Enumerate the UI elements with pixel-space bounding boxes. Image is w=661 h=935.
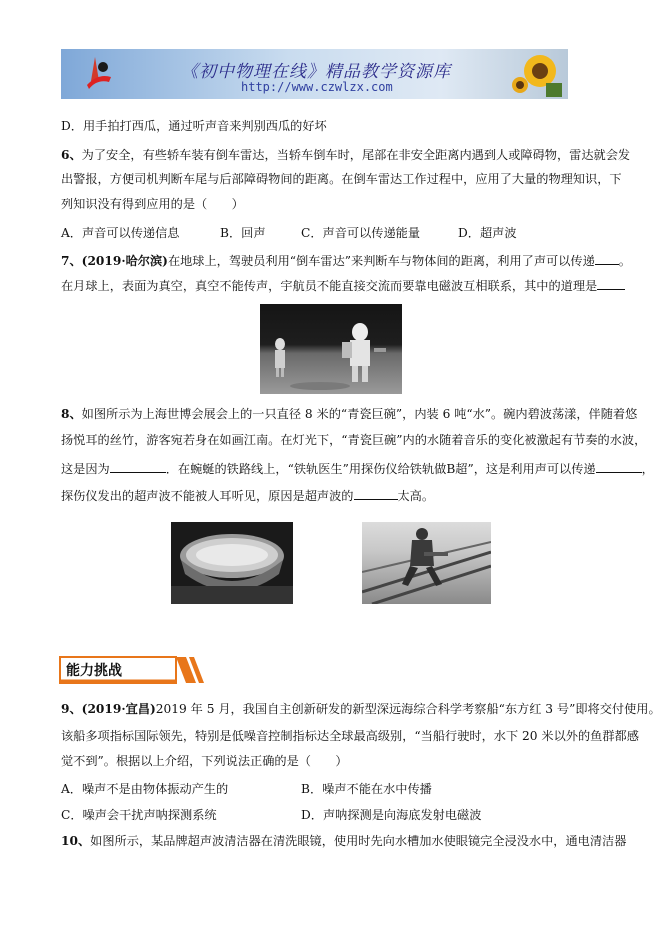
bowl-illustration (171, 522, 293, 604)
q10-text-1: 如图所示，某品牌超声波清洁器在清洗眼镜，使用时先向水槽加水使眼镜完全浸没水中，通电清洁器 (90, 834, 627, 848)
q9-number: 9、 (61, 702, 82, 716)
q9-option-a: A．噪声不是由物体振动产生的 (61, 782, 229, 796)
q8-text-4a: 探伤仪发出的超声波不能被人耳听见，原因是超声波的 (61, 489, 354, 503)
q9-line1 (61, 701, 661, 717)
q9-source: (2019·宜昌) (81, 702, 156, 716)
q8-blank-1[interactable] (110, 460, 166, 473)
q7-text-1-end: 。 (618, 254, 631, 268)
q7-text-1: 在地球上，驾驶员利用“倒车雷达”来判断车与物体间的距离，利用了声可以传递 (167, 254, 595, 268)
q7-text-2: 在月球上，表面为真空，真空不能传声，宇航员不能直接交流而要靠电磁波互相联系，其中的道理是 (61, 279, 598, 293)
moon-astronaut-photo (260, 304, 402, 394)
astronaut-figures (260, 304, 402, 394)
q8-text-4b: 太高。 (397, 489, 435, 503)
q9-option-b: B．噪声不能在水中传播 (301, 782, 432, 796)
q7-number: 7、 (61, 254, 82, 268)
q7-source: (2019·哈尔滨) (81, 254, 168, 268)
q10-number: 10、 (61, 834, 91, 848)
q9-line2: 该船多项指标国际领先，特别是低噪音控制指标达全球最高级别，“当船行驶时，水下 20 米以外的鱼群都感 (61, 729, 639, 743)
q7-blank-1[interactable] (595, 252, 619, 265)
q9-option-d: D．声呐探测是向海底发射电磁波 (301, 808, 482, 822)
porcelain-bowl-photo (171, 522, 293, 604)
q8-text-3a: 这是因为 (61, 462, 110, 476)
railway-inspection-photo (362, 522, 491, 604)
q5-option-d: D．用手拍打西瓜，通过听声音来判别西瓜的好坏 (61, 119, 327, 133)
banner-title: 《初中物理在线》精品教学资源库 (181, 62, 451, 82)
q8-line2: 扬悦耳的丝竹，游客宛若身在如画江南。在灯光下，“青瓷巨碗”内的水随着音乐的变化被激起有节奏的水波， (61, 433, 647, 447)
q6-option-b: B．回声 (220, 226, 266, 240)
q8-text-1: 如图所示为上海世博会展会上的一只直径 8 米的“青瓷巨碗”，内装 6 吨“水”。碗内碧波荡漾，伴随着悠 (81, 407, 638, 421)
q9-text-1: 2019 年 5 月，我国自主创新研发的新型深远海综合科学考察船“东方红 3 号”即将交付使用。 (155, 702, 661, 716)
q7-line1 (61, 252, 631, 269)
q6-line1 (61, 147, 630, 163)
logo-icon (83, 55, 113, 93)
q6-option-a: A．声音可以传递信息 (61, 226, 180, 240)
q6-text-1: 为了安全，有些轿车装有倒车雷达，当轿车倒车时，尾部在非安全距离内遇到人或障碍物，雷达就会发 (81, 148, 631, 162)
q7-line2 (61, 277, 625, 294)
q8-line3 (61, 460, 654, 477)
q6-number: 6、 (61, 148, 82, 162)
q9-line3: 觉不到”。根据以上介绍，下列说法正确的是（ ） (61, 754, 348, 768)
q8-text-3c: ， (641, 462, 654, 476)
q9-option-c: C．噪声会干扰声呐探测系统 (61, 808, 217, 822)
q8-blank-3[interactable] (354, 487, 398, 500)
sunflower-icon (510, 51, 562, 97)
q6-option-c: C．声音可以传递能量 (301, 226, 421, 240)
q8-number: 8、 (61, 407, 82, 421)
section-title: 能力挑战 (66, 663, 122, 679)
q8-line4 (61, 487, 434, 504)
q6-option-d: D．超声波 (458, 226, 517, 240)
q8-line1 (61, 406, 637, 422)
railway-illustration (362, 522, 491, 604)
q8-blank-2[interactable] (596, 460, 642, 473)
q8-text-3b: ．在蜿蜒的铁路线上，“铁轨医生”用探伤仪给铁轨做B超”，这是利用声可以传递 (165, 462, 596, 476)
q6-line3: 列知识没有得到应用的是（ ） (61, 197, 244, 211)
header-banner (61, 49, 568, 99)
banner-url[interactable]: http://www.czwlzx.com (241, 80, 393, 94)
q10-line1 (61, 833, 626, 849)
q7-blank-2[interactable] (597, 277, 625, 290)
q6-line2: 出警报，方便司机判断车尾与后部障碍物间的距离。在倒车雷达工作过程中，应用了大量的物理知识，下 (61, 172, 622, 186)
